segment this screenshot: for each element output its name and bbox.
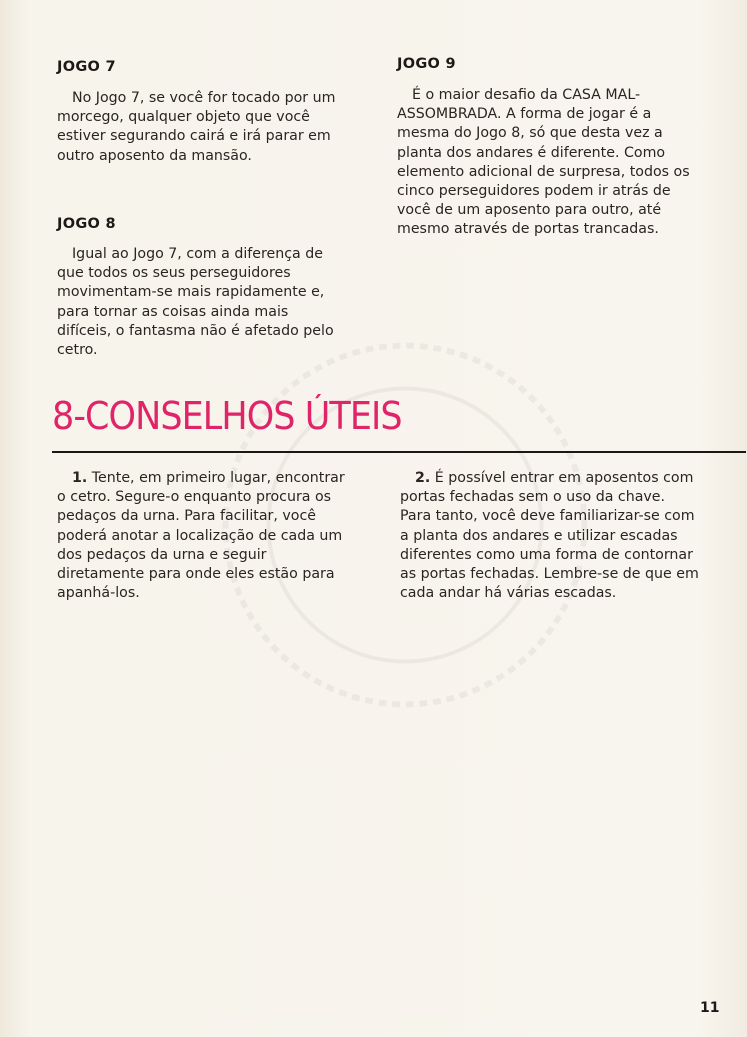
section-divider xyxy=(52,451,746,453)
jogo-7-text xyxy=(57,89,347,166)
jogo-7-heading: JOGO 7 xyxy=(57,59,116,75)
jogo-8-text xyxy=(57,245,347,360)
tip-2 xyxy=(400,469,700,603)
jogo-8-heading: JOGO 8 xyxy=(57,216,116,232)
tip-1-number: 1. xyxy=(72,470,88,486)
page-number: 11 xyxy=(700,1000,720,1016)
tip-2-text: É possível entrar em aposentos com portas fechadas sem o uso da chave. Para tanto, você deve familiarizar-se com a planta dos andares e utilizar escadas diferentes como uma forma de contornar as portas fechadas. Lembre-se de que em cada andar há várias escadas. xyxy=(400,470,699,602)
tip-1 xyxy=(57,469,347,603)
jogo-9-body: É o maior desafio da CASA MAL-ASSOMBRADA. A forma de jogar é a mesma do Jogo 8, só que desta vez a planta dos andares é diferente. Como elemento adicional de surpresa, todos os cinco perseguidores podem ir atrás de você de um aposento para outro, até mesmo através de portas trancadas. xyxy=(397,87,690,238)
jogo-7-body: No Jogo 7, se você for tocado por um morcego, qualquer objeto que você estiver segurando cairá e irá parar em outro aposento da mansão. xyxy=(57,90,336,164)
tip-2-number: 2. xyxy=(415,470,431,486)
tip-1-text: Tente, em primeiro lugar, encontrar o cetro. Segure-o enquanto procura os pedaços da urna. Para facilitar, você poderá anotar a localização de cada um dos pedaços da urna e seguir diretamente para onde eles estão para apanhá-los. xyxy=(57,470,345,602)
jogo-9-heading: JOGO 9 xyxy=(397,56,456,72)
jogo-9-text xyxy=(397,86,697,240)
jogo-8-body: Igual ao Jogo 7, com a diferença de que todos os seus perseguidores movimentam-se mais rapidamente e, para tornar as coisas ainda mais difíceis, o fantasma não é afetado pelo cetro. xyxy=(57,246,334,359)
section-title: 8-CONSELHOS ÚTEIS xyxy=(52,394,402,438)
